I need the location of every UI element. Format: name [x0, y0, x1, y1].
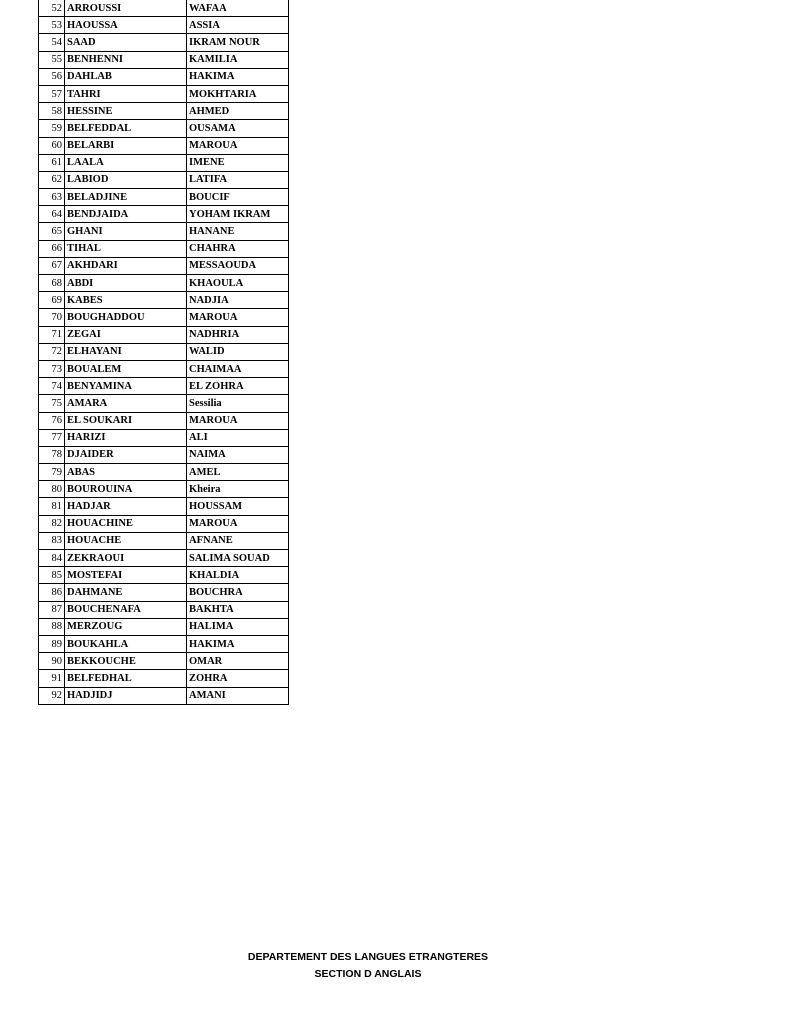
last-name-cell: LABIOD [65, 171, 187, 188]
student-table-body [39, 0, 289, 704]
row-number: 62 [39, 171, 65, 188]
row-number: 61 [39, 154, 65, 171]
first-name-cell: HALIMA [187, 618, 289, 635]
first-name-cell: MAROUA [187, 309, 289, 326]
table-row [39, 257, 289, 274]
first-name-cell: OMAR [187, 653, 289, 670]
first-name-cell: MAROUA [187, 412, 289, 429]
last-name-cell: AMARA [65, 395, 187, 412]
table-row [39, 34, 289, 51]
table-row [39, 171, 289, 188]
table-row [39, 446, 289, 463]
row-number: 53 [39, 17, 65, 34]
last-name-cell: AKHDARI [65, 257, 187, 274]
table-row [39, 687, 289, 704]
first-name-cell: BOUCHRA [187, 584, 289, 601]
row-number: 66 [39, 240, 65, 257]
first-name-cell: IMENE [187, 154, 289, 171]
first-name-cell: AFNANE [187, 532, 289, 549]
table-row [39, 670, 289, 687]
row-number: 55 [39, 51, 65, 68]
last-name-cell: BENYAMINA [65, 378, 187, 395]
last-name-cell: KABES [65, 292, 187, 309]
last-name-cell: BOUKAHLA [65, 635, 187, 652]
row-number: 59 [39, 120, 65, 137]
first-name-cell: BOUCIF [187, 189, 289, 206]
table-row [39, 137, 289, 154]
row-number: 52 [39, 0, 65, 17]
first-name-cell: CHAHRA [187, 240, 289, 257]
first-name-cell: WALID [187, 343, 289, 360]
row-number: 92 [39, 687, 65, 704]
section-line: SECTION D ANGLAIS [314, 968, 422, 980]
first-name-cell: MAROUA [187, 515, 289, 532]
row-number: 79 [39, 464, 65, 481]
last-name-cell: MOSTEFAI [65, 567, 187, 584]
row-number: 70 [39, 309, 65, 326]
last-name-cell: ARROUSSI [65, 0, 187, 17]
first-name-cell: ASSIA [187, 17, 289, 34]
first-name-cell: EL ZOHRA [187, 378, 289, 395]
row-number: 86 [39, 584, 65, 601]
row-number: 71 [39, 326, 65, 343]
last-name-cell: BOUALEM [65, 360, 187, 377]
row-number: 73 [39, 360, 65, 377]
last-name-cell: BELFEDDAL [65, 120, 187, 137]
last-name-cell: HADJIDJ [65, 687, 187, 704]
row-number: 81 [39, 498, 65, 515]
row-number: 63 [39, 189, 65, 206]
row-number: 72 [39, 343, 65, 360]
table-row [39, 120, 289, 137]
first-name-cell: MESSAOUDA [187, 257, 289, 274]
row-number: 77 [39, 429, 65, 446]
row-number: 91 [39, 670, 65, 687]
first-name-cell: BAKHTA [187, 601, 289, 618]
first-name-cell: KHAOULA [187, 275, 289, 292]
first-name-cell: KHALDIA [187, 567, 289, 584]
last-name-cell: HADJAR [65, 498, 187, 515]
row-number: 56 [39, 68, 65, 85]
table-row [39, 343, 289, 360]
row-number: 83 [39, 532, 65, 549]
table-row [39, 584, 289, 601]
table-row [39, 292, 289, 309]
row-number: 88 [39, 618, 65, 635]
first-name-cell: IKRAM NOUR [187, 34, 289, 51]
row-number: 80 [39, 481, 65, 498]
last-name-cell: BOUGHADDOU [65, 309, 187, 326]
last-name-cell: TAHRI [65, 85, 187, 102]
table-row [39, 68, 289, 85]
table-row [39, 223, 289, 240]
last-name-cell: BEKKOUCHE [65, 653, 187, 670]
row-number: 65 [39, 223, 65, 240]
row-number: 78 [39, 446, 65, 463]
last-name-cell: HOUACHE [65, 532, 187, 549]
table-row [39, 464, 289, 481]
table-row [39, 103, 289, 120]
row-number: 67 [39, 257, 65, 274]
first-name-cell: AHMED [187, 103, 289, 120]
row-number: 75 [39, 395, 65, 412]
first-name-cell: WAFAA [187, 0, 289, 17]
first-name-cell: ZOHRA [187, 670, 289, 687]
first-name-cell: HANANE [187, 223, 289, 240]
last-name-cell: BELFEDHAL [65, 670, 187, 687]
first-name-cell: AMANI [187, 687, 289, 704]
department-line: DEPARTEMENT DES LANGUES ETRANGTERES [247, 951, 489, 963]
first-name-cell: CHAIMAA [187, 360, 289, 377]
table-row [39, 618, 289, 635]
last-name-cell: ABDI [65, 275, 187, 292]
table-row [39, 51, 289, 68]
table-row [39, 360, 289, 377]
last-name-cell: SAAD [65, 34, 187, 51]
first-name-cell: NADHRIA [187, 326, 289, 343]
last-name-cell: DJAIDER [65, 446, 187, 463]
first-name-cell: HAKIMA [187, 635, 289, 652]
table-row [39, 550, 289, 567]
last-name-cell: BENDJAIDA [65, 206, 187, 223]
row-number: 68 [39, 275, 65, 292]
last-name-cell: LAALA [65, 154, 187, 171]
last-name-cell: ELHAYANI [65, 343, 187, 360]
row-number: 54 [39, 34, 65, 51]
last-name-cell: GHANI [65, 223, 187, 240]
first-name-cell: NADJIA [187, 292, 289, 309]
table-row [39, 275, 289, 292]
last-name-cell: EL SOUKARI [65, 412, 187, 429]
first-name-cell: Kheira [187, 481, 289, 498]
last-name-cell: TIHAL [65, 240, 187, 257]
first-name-cell: SALIMA SOUAD [187, 550, 289, 567]
table-row [39, 326, 289, 343]
first-name-cell: HOUSSAM [187, 498, 289, 515]
table-row [39, 154, 289, 171]
table-row [39, 601, 289, 618]
first-name-cell: LATIFA [187, 171, 289, 188]
table-row [39, 85, 289, 102]
table-row [39, 206, 289, 223]
table-row [39, 653, 289, 670]
last-name-cell: MERZOUG [65, 618, 187, 635]
first-name-cell: Sessilia [187, 395, 289, 412]
table-row [39, 481, 289, 498]
last-name-cell: HAOUSSA [65, 17, 187, 34]
student-table [38, 0, 289, 705]
last-name-cell: BELADJINE [65, 189, 187, 206]
table-row [39, 532, 289, 549]
row-number: 69 [39, 292, 65, 309]
table-row [39, 498, 289, 515]
row-number: 58 [39, 103, 65, 120]
last-name-cell: ZEGAI [65, 326, 187, 343]
last-name-cell: HARIZI [65, 429, 187, 446]
table-row [39, 378, 289, 395]
row-number: 90 [39, 653, 65, 670]
row-number: 84 [39, 550, 65, 567]
row-number: 87 [39, 601, 65, 618]
row-number: 76 [39, 412, 65, 429]
row-number: 64 [39, 206, 65, 223]
first-name-cell: NAIMA [187, 446, 289, 463]
table-row [39, 240, 289, 257]
row-number: 89 [39, 635, 65, 652]
table-row [39, 395, 289, 412]
first-name-cell: OUSAMA [187, 120, 289, 137]
first-name-cell: HAKIMA [187, 68, 289, 85]
first-name-cell: KAMILIA [187, 51, 289, 68]
row-number: 60 [39, 137, 65, 154]
table-row [39, 412, 289, 429]
table-row [39, 515, 289, 532]
row-number: 57 [39, 85, 65, 102]
first-name-cell: ALI [187, 429, 289, 446]
first-name-cell: MOKHTARIA [187, 85, 289, 102]
last-name-cell: ZEKRAOUI [65, 550, 187, 567]
row-number: 82 [39, 515, 65, 532]
last-name-cell: ABAS [65, 464, 187, 481]
last-name-cell: BELARBI [65, 137, 187, 154]
row-number: 85 [39, 567, 65, 584]
table-row [39, 0, 289, 17]
table-row [39, 567, 289, 584]
last-name-cell: BOUCHENAFA [65, 601, 187, 618]
first-name-cell: YOHAM IKRAM [187, 206, 289, 223]
last-name-cell: BENHENNI [65, 51, 187, 68]
last-name-cell: BOUROUINA [65, 481, 187, 498]
last-name-cell: HESSINE [65, 103, 187, 120]
last-name-cell: HOUACHINE [65, 515, 187, 532]
first-name-cell: MAROUA [187, 137, 289, 154]
table-row [39, 309, 289, 326]
table-row [39, 429, 289, 446]
row-number: 74 [39, 378, 65, 395]
table-row [39, 17, 289, 34]
last-name-cell: DAHMANE [65, 584, 187, 601]
last-name-cell: DAHLAB [65, 68, 187, 85]
table-row [39, 635, 289, 652]
first-name-cell: AMEL [187, 464, 289, 481]
table-row [39, 189, 289, 206]
